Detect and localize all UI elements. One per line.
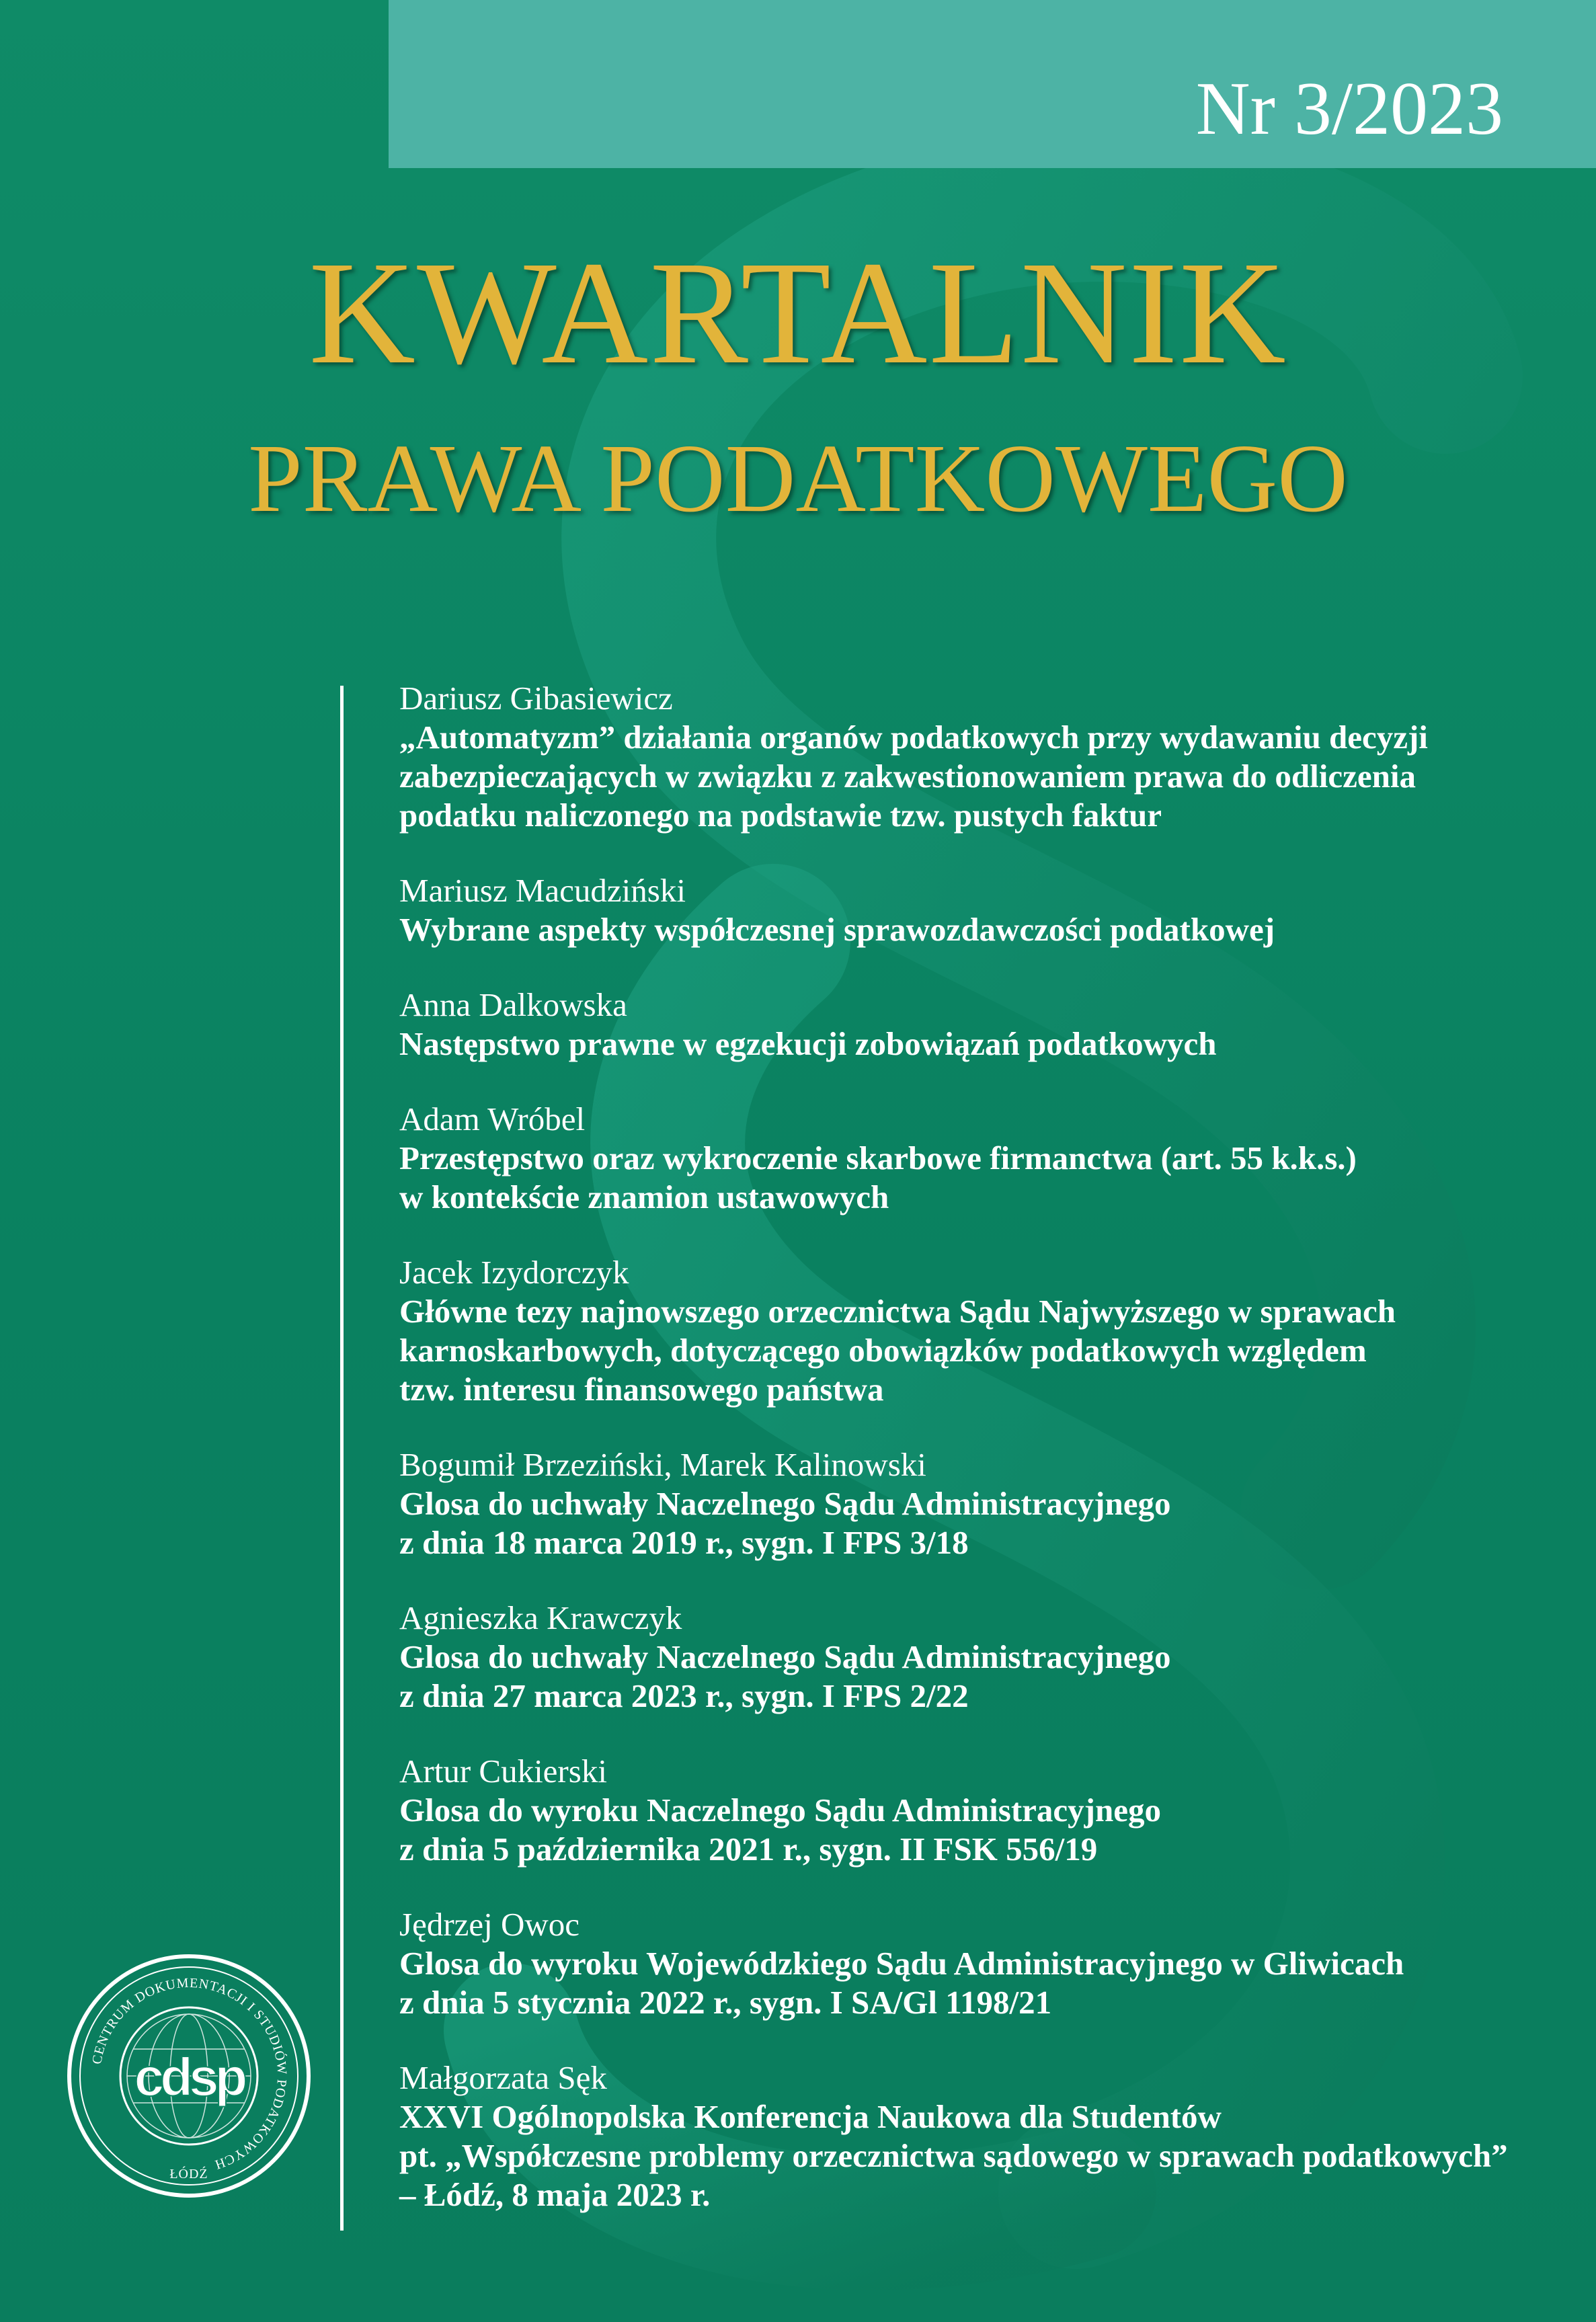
seal-ring-text: CENTRUM DOKUMENTACJI I STUDIÓW PODATKOWYCH [89,1975,290,2173]
entry-author: Jędrzej Owoc [399,1906,580,1943]
entry-title-line: „Automatyzm” działania organów podatkowych przy wydawaniu decyzji [399,719,1428,756]
contents-entry [399,1752,1556,1869]
entry-title-line: Glosa do wyroku Naczelnego Sądu Administracyjnego [399,1792,1161,1829]
entry-author: Anna Dalkowska [399,986,627,1023]
entry-title-line: z dnia 5 stycznia 2022 r., sygn. I SA/Gl 1198/21 [399,1984,1052,2021]
journal-subtitle: PRAWA PODATKOWEGO [248,425,1348,532]
entry-title-line: Wybrane aspekty współczesnej sprawozdawczości podatkowej [399,911,1275,948]
entry-title-line: podatku naliczonego na podstawie tzw. pustych faktur [399,797,1162,834]
entry-title-line: z dnia 5 października 2021 r., sygn. II FSK 556/19 [399,1831,1098,1868]
table-of-contents [399,679,1556,2251]
entry-title-line: z dnia 18 marca 2019 r., sygn. I FPS 3/18 [399,1524,969,1561]
entry-title-line: Następstwo prawne w egzekucji zobowiązań podatkowych [399,1025,1217,1062]
contents-divider [340,686,344,2231]
entry-author: Bogumił Brzeziński, Marek Kalinowski [399,1446,926,1483]
entry-author: Mariusz Macudziński [399,872,686,909]
entry-author: Adam Wróbel [399,1100,586,1137]
contents-entry [399,1445,1556,1562]
entry-title-line: zabezpieczających w związku z zakwestionowaniem prawa do odliczenia [399,758,1416,795]
issue-number: Nr 3/2023 [1195,67,1503,151]
entry-title-line: Główne tezy najnowszego orzecznictwa Sądu Najwyższego w sprawach [399,1293,1396,1330]
entry-title-line: Glosa do uchwały Naczelnego Sądu Administracyjnego [399,1485,1171,1522]
entry-title-line: pt. „Współczesne problemy orzecznictwa sądowego w sprawach podatkowych” [399,2137,1508,2174]
seal-city: ŁÓDŹ [169,2167,208,2181]
journal-title: KWARTALNIK [309,231,1287,395]
contents-entry [399,871,1556,949]
entry-author: Agnieszka Krawczyk [399,1599,682,1636]
entry-title-line: Przestępstwo oraz wykroczenie skarbowe firmanctwa (art. 55 k.k.s.) [399,1139,1357,1176]
entry-author: Dariusz Gibasiewicz [399,680,673,717]
entry-author: Artur Cukierski [399,1753,607,1790]
contents-entry [399,1599,1556,1716]
entry-title-line: Glosa do uchwały Naczelnego Sądu Administracyjnego [399,1638,1171,1675]
entry-author: Jacek Izydorczyk [399,1254,629,1291]
entry-title-line: Glosa do wyroku Wojewódzkiego Sądu Administracyjnego w Gliwicach [399,1945,1404,1982]
contents-entry [399,2058,1556,2214]
contents-entry [399,1253,1556,1409]
entry-title-line: z dnia 27 marca 2023 r., sygn. I FPS 2/22 [399,1677,969,1714]
contents-entry [399,1905,1556,2022]
publisher-seal [66,1953,312,2199]
seal-monogram: cdsp [134,2047,244,2107]
entry-title-line: XXVI Ogólnopolska Konferencja Naukowa dla Studentów [399,2098,1222,2135]
entry-title-line: tzw. interesu finansowego państwa [399,1371,884,1408]
entry-title-line: – Łódź, 8 maja 2023 r. [399,2176,711,2213]
contents-entry [399,679,1556,835]
entry-author: Małgorzata Sęk [399,2059,607,2096]
contents-entry [399,986,1556,1064]
contents-entry [399,1100,1556,1217]
entry-title-line: w kontekście znamion ustawowych [399,1178,889,1215]
entry-title-line: karnoskarbowych, dotyczącego obowiązków podatkowych względem [399,1332,1367,1369]
